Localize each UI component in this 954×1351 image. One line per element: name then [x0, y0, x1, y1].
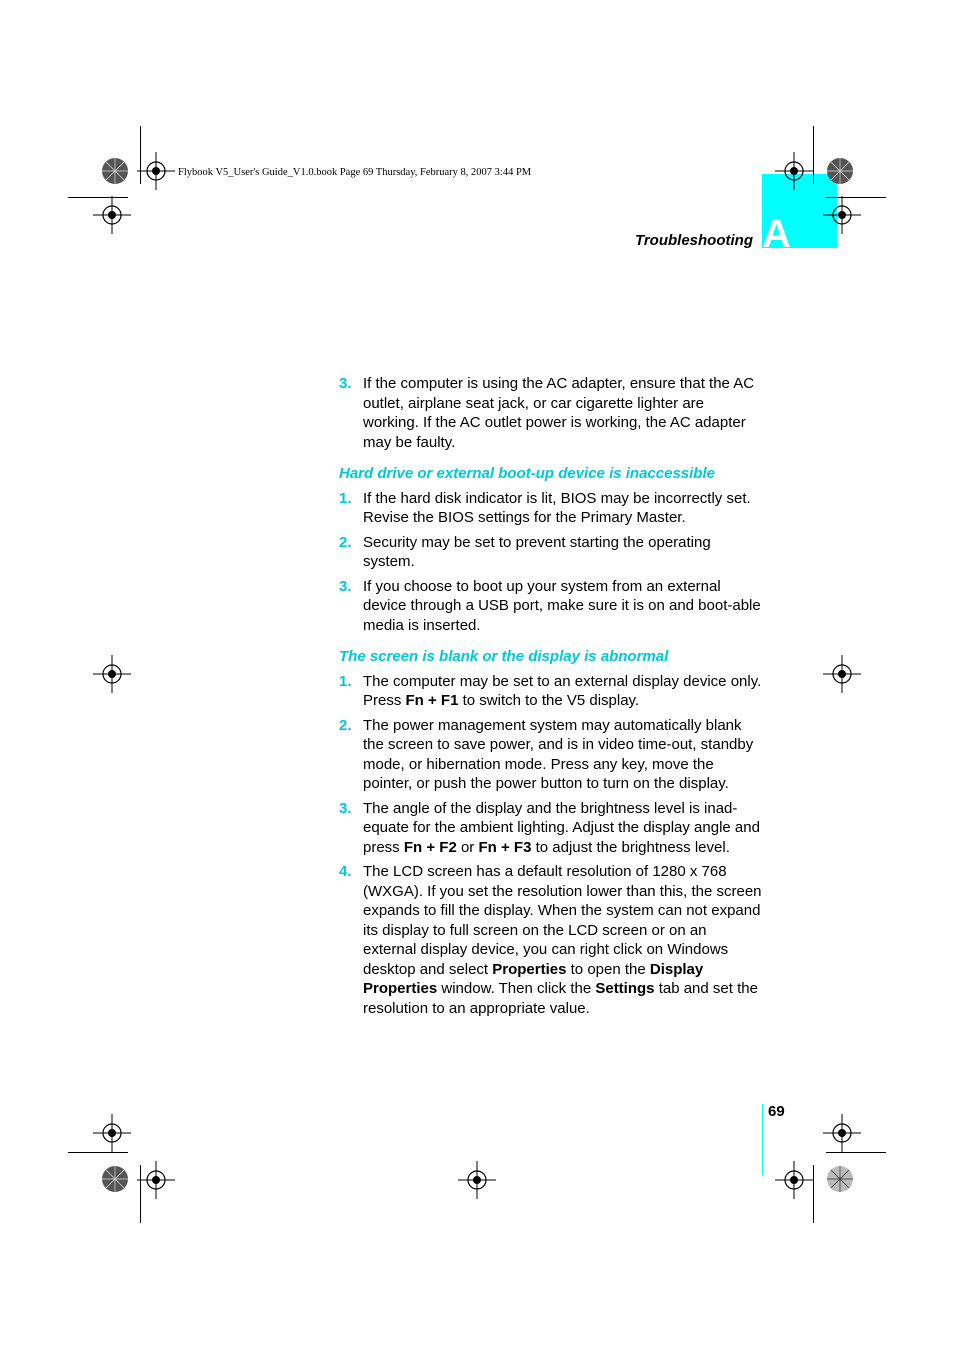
- chapter-title: Troubleshooting: [634, 232, 753, 249]
- main-content: [339, 374, 764, 1023]
- list-item: [339, 716, 764, 794]
- registration-mark-icon: [93, 1114, 131, 1152]
- key-combo: Fn + F1: [405, 692, 459, 709]
- item-text: If the hard disk indicator is lit, BIOS may be incorrectly set. Revise the BIOS settings for the Primary Master.: [363, 489, 751, 526]
- trim-line: [68, 1152, 128, 1153]
- trim-line: [826, 1152, 886, 1153]
- item-text: The power management system may automatically blank the screen to save power, and is in video time-out, standby mode, or hibernation mode. Press any key, move the pointer, or push the power button to turn on the display.: [363, 716, 754, 792]
- text-run: to adjust the brightness level.: [531, 838, 730, 856]
- list-item: [339, 862, 764, 1018]
- star-target-icon: [826, 157, 854, 185]
- key-combo: Fn + F2: [403, 838, 457, 856]
- section-heading: The screen is blank or the display is abnormal: [339, 648, 669, 665]
- list-item: [339, 374, 764, 452]
- item-number: 2.: [339, 716, 352, 734]
- list-item: [339, 799, 764, 858]
- key-combo: Fn + F3: [478, 838, 532, 856]
- trim-line: [813, 1165, 814, 1223]
- item-number: 3.: [339, 799, 352, 817]
- item-text: [363, 799, 764, 858]
- list-item: [339, 577, 764, 636]
- registration-mark-icon: [137, 1161, 175, 1199]
- text-run: The computer may be set to an external display device only. Press: [363, 672, 762, 709]
- item-text: Security may be set to prevent starting the operating system.: [363, 533, 711, 570]
- chapter-letter: A: [762, 212, 791, 256]
- item-number: 1.: [339, 672, 352, 690]
- text-run: The LCD screen has a default resolution of 1280 x 768 (WXGA). If you set the resolution lower than this, the screen expands to fill the display. When the system can not expand its display to full screen on the LCD screen or on an external display device, you can right click on Windows desktop and select: [363, 863, 762, 978]
- registration-mark-icon: [775, 1161, 813, 1199]
- text-run: to open the: [566, 960, 650, 978]
- registration-mark-icon: [823, 1114, 861, 1152]
- registration-mark-icon: [93, 196, 131, 234]
- item-number: 1.: [339, 489, 352, 507]
- star-target-icon: [826, 1165, 854, 1193]
- item-number: 3.: [339, 375, 352, 392]
- item-number: 4.: [339, 863, 352, 880]
- ui-term: Properties: [492, 960, 567, 978]
- list-item: [339, 672, 764, 711]
- text-run: window. Then click the: [437, 980, 596, 997]
- text-run: tab and set the resolution to an appropriate value.: [363, 980, 758, 1017]
- text-run: to switch to the V5 display.: [458, 692, 640, 709]
- item-text: If you choose to boot up your system from an external device through a USB port, make sure it is on and boot-able media is inserted.: [363, 577, 761, 634]
- registration-mark-icon: [823, 196, 861, 234]
- item-text: If the computer is using the AC adapter, ensure that the AC outlet, airplane seat jack, or car cigarette lighter are working. If the AC outlet power is working, the AC adapter may be faulty.: [363, 375, 755, 451]
- item-number: 3.: [339, 577, 352, 595]
- ui-term: Display Properties: [363, 960, 704, 997]
- registration-mark-icon: [458, 1161, 496, 1199]
- star-target-icon: [101, 1165, 129, 1193]
- text-run: The angle of the display and the brightness level is inad-equate for the ambient lighting. Adjust the display angle and press: [363, 799, 760, 856]
- registration-mark-icon: [137, 152, 175, 190]
- registration-mark-icon: [93, 655, 131, 693]
- trim-line: [813, 126, 814, 184]
- item-number: 2.: [339, 533, 352, 551]
- list-item: [339, 533, 764, 572]
- page-number-rule: [762, 1104, 763, 1176]
- list-item: [339, 489, 764, 528]
- registration-mark-icon: [823, 655, 861, 693]
- text-run: or: [456, 838, 479, 856]
- star-target-icon: [101, 157, 129, 185]
- print-slug: Flybook V5_User's Guide_V1.0.book Page 69 Thursday, February 8, 2007 3:44 PM: [178, 167, 532, 178]
- item-text: [363, 862, 764, 1018]
- ui-term: Settings: [595, 980, 655, 997]
- registration-mark-icon: [775, 152, 813, 190]
- item-text: [363, 672, 764, 711]
- page-number: 69: [768, 1103, 785, 1120]
- section-heading: Hard drive or external boot-up device is inaccessible: [339, 465, 715, 482]
